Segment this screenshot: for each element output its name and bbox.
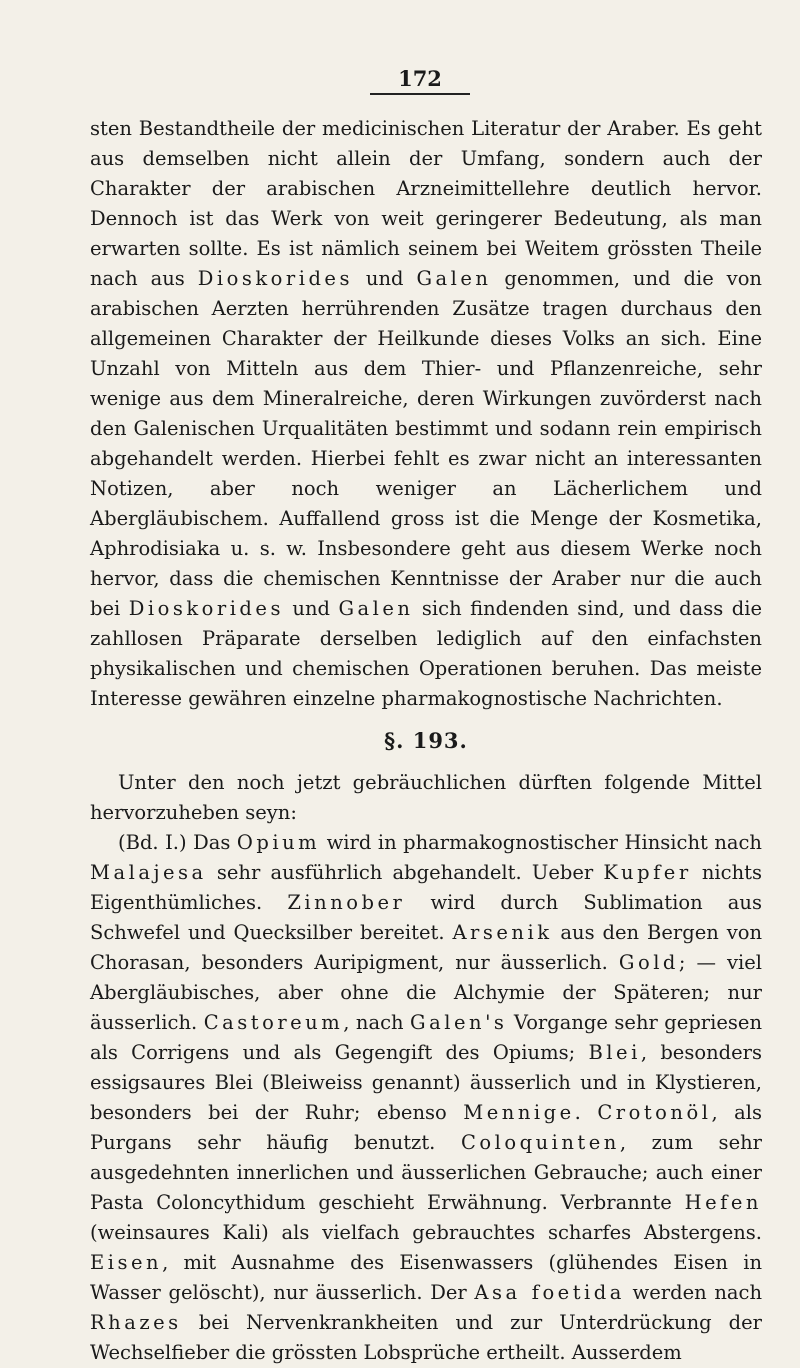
emphasis-term: Kupfer [603,861,692,884]
emphasis-term: Malajesa [90,861,207,884]
body-text [90,114,762,1368]
emphasis-term: Arsenik [452,921,553,944]
emphasis-name: Dioskorides [197,267,353,290]
emphasis-term: Hefen [684,1191,762,1214]
emphasis-term: Blei [588,1041,641,1064]
emphasis-term: Asa foetida [474,1281,625,1304]
emphasis-term: Castoreum [203,1011,344,1034]
emphasis-name: Galen [338,597,414,620]
emphasis-term: Crotonöl [597,1101,712,1124]
paragraph-1: sten Bestandtheile der medicinischen Literatur der Araber. Es geht aus demselben nicht allein der Umfang, sondern auch der Charakter der arabischen Arzneimittellehre deutlich hervor. Dennoch ist das Werk von weit geringerer Bedeutung, als man erwarten sollte. Es ist nämlich seinem bei Weitem grössten Theile nach aus Dioskorides und Galen genommen, und die von arabischen Aerzten herrührenden Zusätze tragen durchaus den allgemeinen Charakter der Heilkunde dieses Volks an sich. Eine Unzahl von Mitteln aus dem Thier- und Pflanzenreiche, sehr wenige aus dem Mineralreiche, deren Wirkungen zuvörderst nach den Galenischen Urqualitäten bestimmt und sodann rein empirisch abgehandelt werden. Hierbei fehlt es zwar nicht an interessanten Notizen, aber noch weniger an Lächerlichem und Abergläubischem. Auffallend gross ist die Menge der Kosmetika, Aphrodisiaka u. s. w. Insbesondere geht aus diesem Werke noch hervor, dass die chemischen Kenntnisse der Araber nur die auch bei Dioskorides und Galen sich findenden sind, und dass die zahllosen Präparate derselben lediglich auf den einfachsten physikalischen und chemischen Operationen beruhen. Das meiste Interesse gewähren einzelne pharmakognostische Nachrichten. [90,117,762,710]
emphasis-term: Eisen [90,1251,163,1274]
section-heading: §. 193. [384,728,468,753]
emphasis-term: Galen's [410,1011,508,1034]
emphasis-term: Zinnober [287,891,406,914]
emphasis-term: Opium [236,831,321,854]
emphasis-name: Dioskorides [128,597,284,620]
emphasis-term: Coloquinten [460,1131,620,1154]
page-number: 172 [370,66,470,95]
paragraph-3: (Bd. I.) Das Opium wird in pharmakognostischer Hinsicht nach Malajesa sehr ausführlich abgehandelt. Ueber Kupfer nichts Eigenthümliches. Zinnober wird durch Sublimation aus Schwefel und Quecksilber bereitet. Arsenik aus den Bergen von Chorasan, besonders Auripigment, nur äusserlich. Gold; — viel Abergläubisches, aber ohne die Alchymie der Späteren; nur äusserlich. Castoreum, nach Galen's Vorgange sehr gepriesen als Corrigens und als Gegengift des Opiums; Blei, besonders essigsaures Blei (Bleiweiss genannt) äusserlich und in Klystieren, besonders bei der Ruhr; ebenso Mennige. Crotonöl, als Purgans sehr häufig benutzt. Coloquinten, zum sehr ausgedehnten innerlichen und äusserlichen Gebrauche; auch einer Pasta Coloncythidum geschieht Erwähnung. Verbrannte Hefen (weinsaures Kali) als vielfach gebrauchtes scharfes Abstergens. Eisen, mit Ausnahme des Eisenwassers (glühendes Eisen in Wasser gelöscht), nur äusserlich. Der Asa foetida werden nach Rhazes bei Nervenkrankheiten und zur Unterdrückung der Wechselfieber die grössten Lobsprüche ertheilt. Ausserdem [90,831,763,1364]
paragraph-2: Unter den noch jetzt gebräuchlichen dürften folgende Mittel hervorzuheben seyn: [90,771,762,824]
emphasis-term: Mennige [463,1101,575,1124]
emphasis-name: Galen [416,267,492,290]
emphasis-term: Gold [618,951,679,974]
emphasis-term: Rhazes [90,1311,182,1334]
